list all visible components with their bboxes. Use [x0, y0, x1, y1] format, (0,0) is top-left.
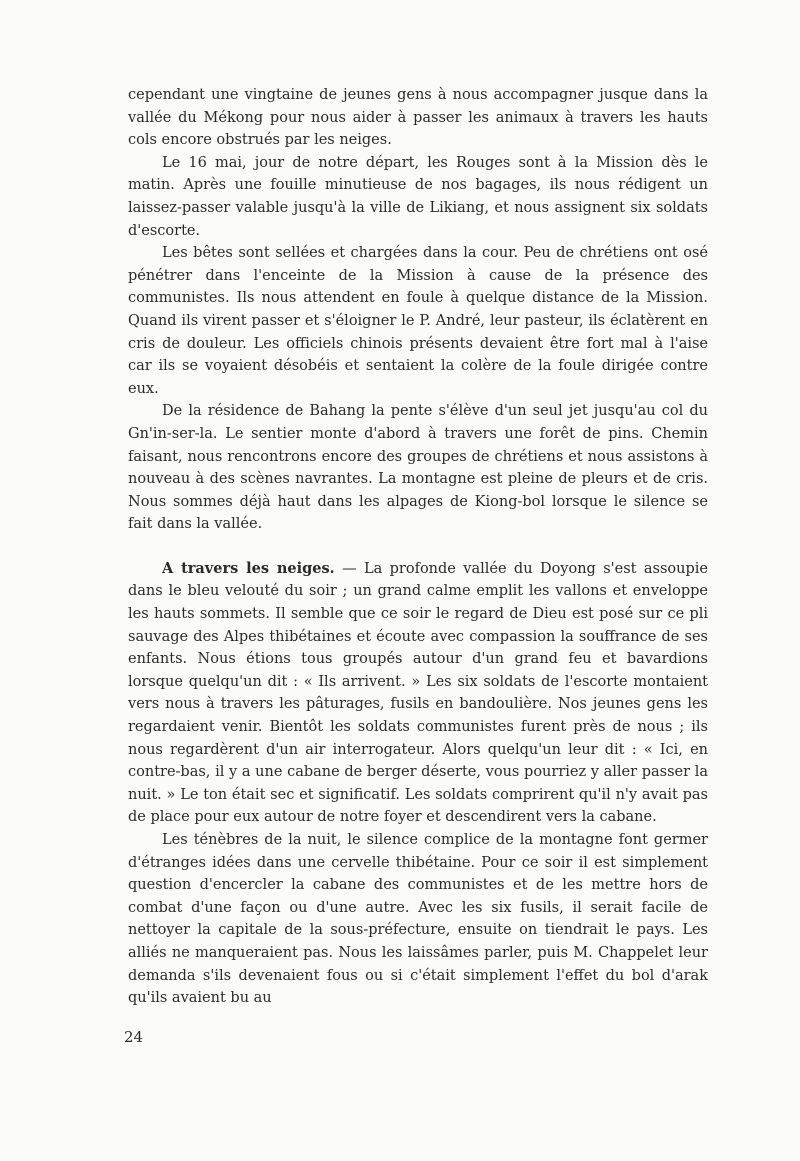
section-paragraph [128, 558, 708, 829]
section-body: — La profonde vallée du Doyong s'est assoupie dans le bleu velouté du soir ; un grand calme emplit les vallons et enveloppe les hauts sommets. Il semble que ce soir le regard de Dieu est posé sur ce pli sauvage des Alpes thibétaines et écoute avec compassion la souffrance de ses enfants. Nous étions tous groupés autour d'un grand feu et bavardions lorsque quelqu'un dit : « Ils arrivent. » Les six soldats de l'escorte montaient vers nous à travers les pâturages, fusils en bandoulière. Nos jeunes gens les regardaient venir. Bientôt les soldats communistes furent près de nous ; ils nous regardèrent d'un air interrogateur. Alors quelqu'un leur dit : « Ici, en contre-bas, il y a une cabane de berger déserte, vous pourriez y aller passer la nuit. » Le ton était sec et significatif. Les soldats comprirent qu'il n'y avait pas de place pour eux autour de notre foyer et descendirent vers la cabane. [128, 560, 708, 826]
paragraph-last: Les ténèbres de la nuit, le silence complice de la montagne font germer d'étranges idées dans une cervelle thibétaine. Pour ce soir il est simplement question d'encercler la cabane des communistes et de les mettre hors de combat d'une façon ou d'une autre. Avec les six fusils, il serait facile de nettoyer la capitale de la sous-préfecture, ensuite on tiendrait le pays. Les alliés ne manqueraient pas. Nous les laissâmes parler, puis M. Chappelet leur demanda s'ils devenaient fous ou si c'était simplement l'effet du bol d'arak qu'ils avaient bu au [128, 832, 708, 1007]
page-body [128, 84, 708, 1010]
paragraph-1: cependant une vingtaine de jeunes gens à nous accompagner jusque dans la vallée du Mékong pour nous aider à passer les animaux à travers les hauts cols encore obstrués par les neiges. [128, 87, 708, 149]
paragraph-3: Les bêtes sont sellées et chargées dans la cour. Peu de chrétiens ont osé pénétrer dans l'enceinte de la Mission à cause de la présence des communistes. Ils nous attendent en foule à quelque distance de la Mission. Quand ils virent passer et s'éloigner le P. André, leur pasteur, ils éclatèrent en cris de douleur. Les officiels chinois présents devaient être fort mal à l'aise car ils se voyaient désobéis et sentaient la colère de la foule dirigée contre eux. [128, 245, 708, 397]
section-heading: A travers les neiges. [162, 559, 335, 577]
paragraph-2: Le 16 mai, jour de notre départ, les Rouges sont à la Mission dès le matin. Après une fouille minutieuse de nos bagages, ils nous rédigent un laissez-passer valable jusqu'à la ville de Likiang, et nous assignent six soldats d'escorte. [128, 154, 708, 239]
paragraph-4: De la résidence de Bahang la pente s'élève d'un seul jet jusqu'au col du Gn'in-ser-la. Le sentier monte d'abord à travers une forêt de pins. Chemin faisant, nous rencontrons encore des groupes de chrétiens et nous assistons à nouveau à des scènes navrantes. La montagne est pleine de pleurs et de cris. Nous sommes déjà haut dans les alpages de Kiong-bol lorsque le silence se fait dans la vallée. [128, 403, 708, 533]
page-number: 24 [124, 1028, 144, 1046]
